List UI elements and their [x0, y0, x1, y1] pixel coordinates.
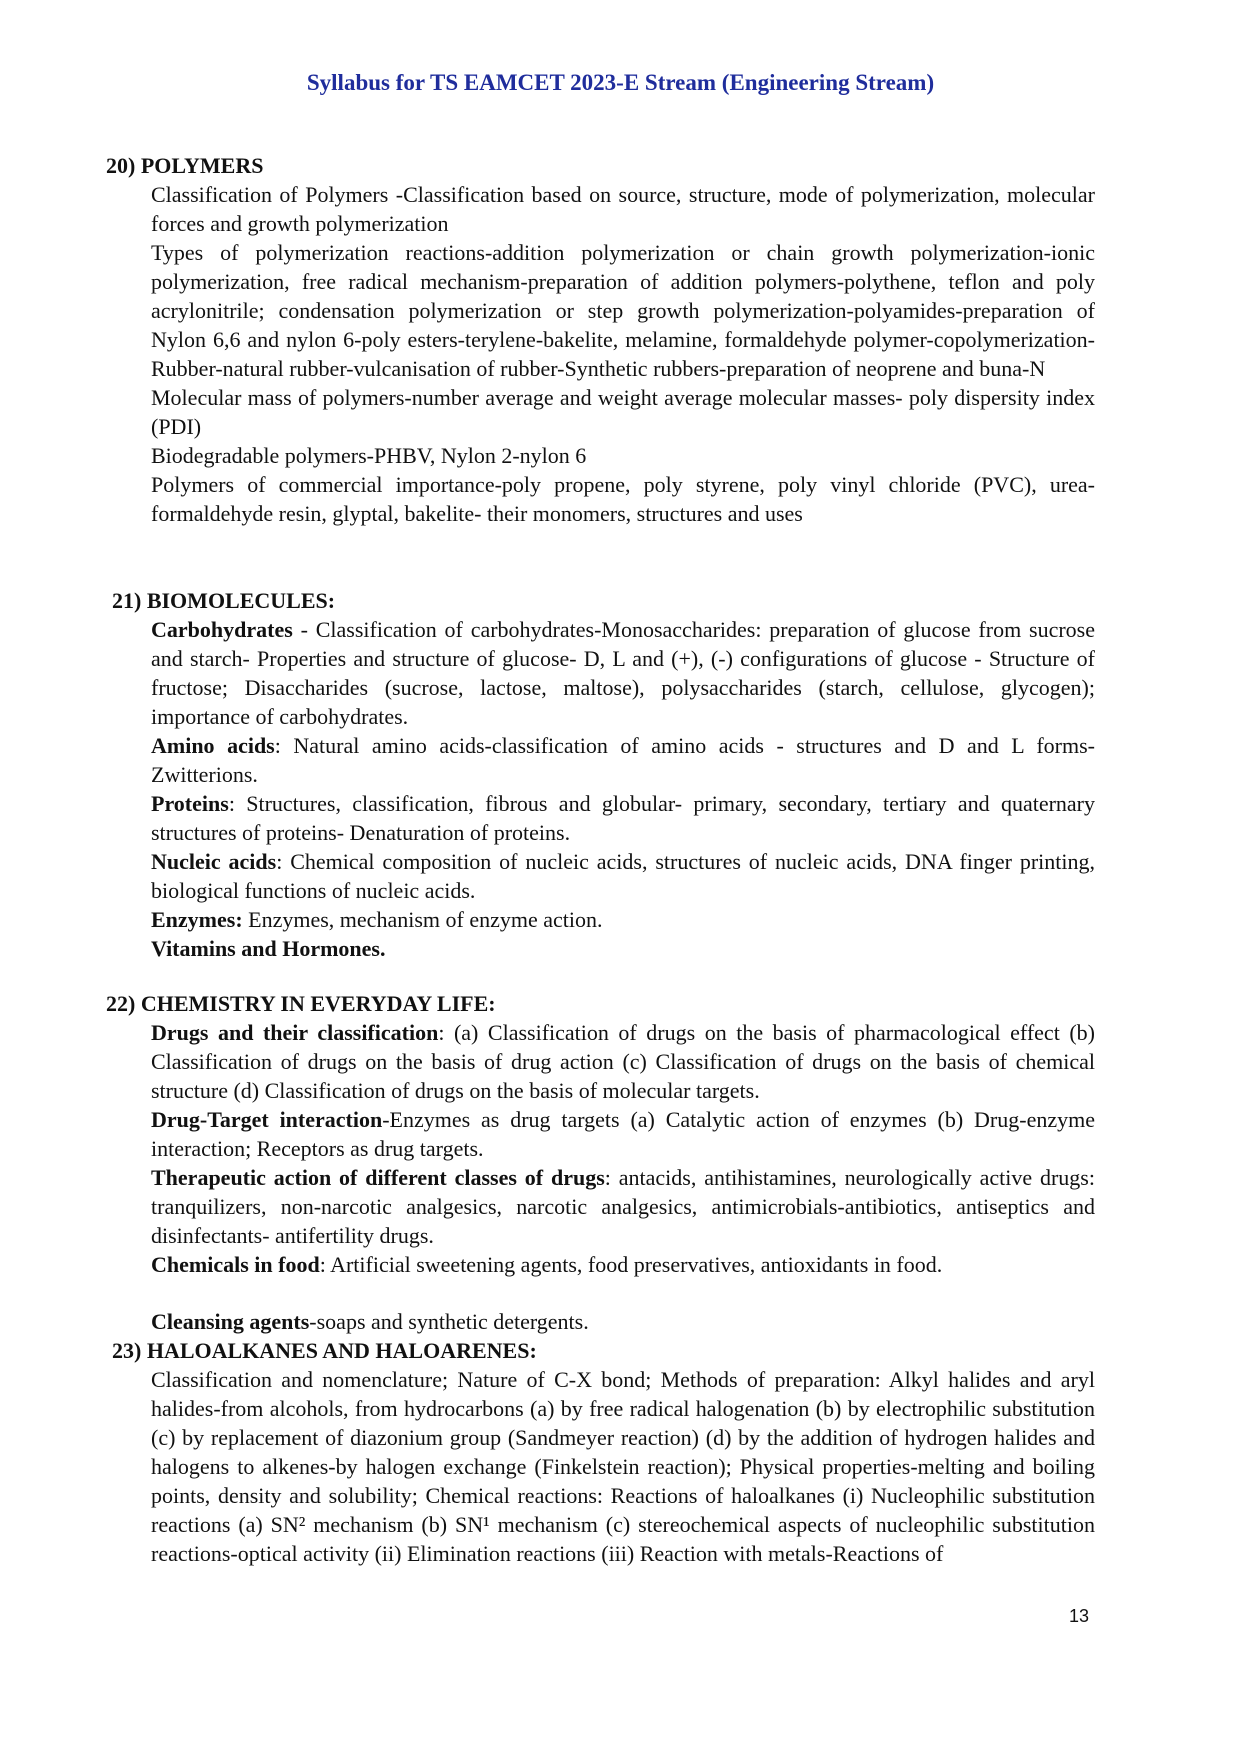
item-text: : Structures, classification, fibrous and globular- primary, secondary, tertiary and quaternary structures of proteins- Denaturation of proteins. [151, 791, 1095, 845]
item-text: : (a) Classification of drugs on the basis of pharmacological effect (b) Classification of drugs on the basis of drug action (c) Classification of drugs on the basis of chemical structure (d) Classification of drugs on the basis of molecular targets. [151, 1020, 1095, 1103]
paragraph: Polymers of commercial importance-poly propene, poly styrene, poly vinyl chloride (PVC), urea-formaldehyde resin, glyptal, bakelite- their monomers, structures and uses [151, 472, 1095, 526]
item-lead: Nucleic acids [151, 849, 277, 874]
item-lead: Enzymes: [151, 907, 243, 932]
paragraph: Types of polymerization reactions-addition polymerization or chain growth polymerization-ionic polymerization, free radical mechanism-preparation of addition polymers-polythene, teflon and poly acrylonitrile; condensation polymerization or step growth polymerization-polyamides-preparation of Nylon 6,6 and nylon 6-poly esters-terylene-bakelite, melamine, formaldehyde polymer-copolymerization-Rubber-natural rubber-vulcanisation of rubber-Synthetic rubbers-preparation of neoprene and buna-N [151, 240, 1095, 381]
list-item [151, 934, 1095, 963]
item-lead: Cleansing agents [151, 1309, 310, 1334]
item-lead: Vitamins and Hormones. [151, 936, 386, 961]
item-text: Enzymes, mechanism of enzyme action. [242, 907, 603, 932]
item-text: : Chemical composition of nucleic acids, structures of nucleic acids, DNA finger printing, biological functions of nucleic acids. [151, 849, 1095, 903]
item-text: : antacids, antihistamines, neurologically active drugs: tranquilizers, non-narcotic analgesics, narcotic analgesics, antimicrobials-antibiotics, antiseptics and disinfectants- antifertility drugs. [151, 1165, 1095, 1248]
list-item [151, 1307, 1095, 1336]
section-body-biomolecules [151, 615, 1095, 963]
list-item [151, 905, 1095, 934]
item-lead: Proteins [151, 791, 229, 816]
list-item [151, 1250, 1095, 1279]
item-text: -soaps and synthetic detergents. [309, 1309, 589, 1334]
paragraph: Biodegradable polymers-PHBV, Nylon 2-nylon 6 [151, 443, 587, 468]
item-text: : Natural amino acids-classification of amino acids - structures and D and L forms-Zwitterions. [151, 733, 1095, 787]
list-item [151, 1105, 1095, 1163]
paragraph: Classification of Polymers -Classification based on source, structure, mode of polymerization, molecular forces and growth polymerization [151, 182, 1095, 236]
item-text: -Enzymes as drug targets (a) Catalytic action of enzymes (b) Drug-enzyme interaction; Receptors as drug targets. [151, 1107, 1095, 1161]
section-heading-polymers: 20) POLYMERS [106, 153, 264, 178]
page-number: 13 [1069, 1606, 1090, 1626]
section-body-chemistry-everyday-life [151, 1018, 1095, 1279]
section-heading-chemistry-everyday-life: 22) CHEMISTRY IN EVERYDAY LIFE: [106, 991, 496, 1016]
list-item [151, 731, 1095, 789]
paragraph: Classification and nomenclature; Nature of C-X bond; Methods of preparation: Alkyl halides and aryl halides-from alcohols, from hydrocarbons (a) by free radical halogenation (b) by electrophilic substitution (c) by replacement of diazonium group (Sandmeyer reaction) (d) by the addition of hydrogen halides and halogens to alkenes-by halogen exchange (Finkelstein reaction); Physical properties-melting and boiling points, density and solubility; Chemical reactions: Reactions of haloalkanes (i) Nucleophilic substitution reactions (a) SN² mechanism (b) SN¹ mechanism (c) stereochemical aspects of nucleophilic substitution reactions-optical activity (ii) Elimination reactions (iii) Reaction with metals-Reactions of [151, 1367, 1095, 1566]
item-lead: Drug-Target interaction [151, 1107, 383, 1132]
list-item [151, 789, 1095, 847]
section-body-polymers [151, 180, 1095, 528]
section-body-haloalkanes [151, 1365, 1095, 1568]
list-item [151, 1018, 1095, 1105]
item-lead: Amino acids [151, 733, 275, 758]
item-text: : Artificial sweetening agents, food preservatives, antioxidants in food. [319, 1252, 943, 1277]
section-heading-haloalkanes: 23) HALOALKANES AND HALOARENES: [112, 1338, 537, 1363]
page-header-title: Syllabus for TS EAMCET 2023-E Stream (Engineering Stream) [306, 70, 935, 95]
list-item [151, 1163, 1095, 1250]
item-lead: Chemicals in food [151, 1252, 320, 1277]
item-lead: Drugs and their classification [151, 1020, 439, 1045]
item-lead: Therapeutic action of different classes of drugs [151, 1165, 605, 1190]
list-item [151, 847, 1095, 905]
list-item [151, 615, 1095, 731]
section-heading-biomolecules: 21) BIOMOLECULES: [112, 588, 336, 613]
item-text: - Classification of carbohydrates-Monosaccharides: preparation of glucose from sucrose and starch- Properties and structure of glucose- D, L and (+), (-) configurations of glucose - Structure of fructose; Disaccharides (sucrose, lactose, maltose), polysaccharides (starch, cellulose, glycogen); importance of carbohydrates. [151, 617, 1095, 729]
paragraph: Molecular mass of polymers-number average and weight average molecular masses- poly dispersity index (PDI) [151, 385, 1095, 439]
item-lead: Carbohydrates [151, 617, 293, 642]
section-body-cleansing [151, 1307, 1095, 1336]
